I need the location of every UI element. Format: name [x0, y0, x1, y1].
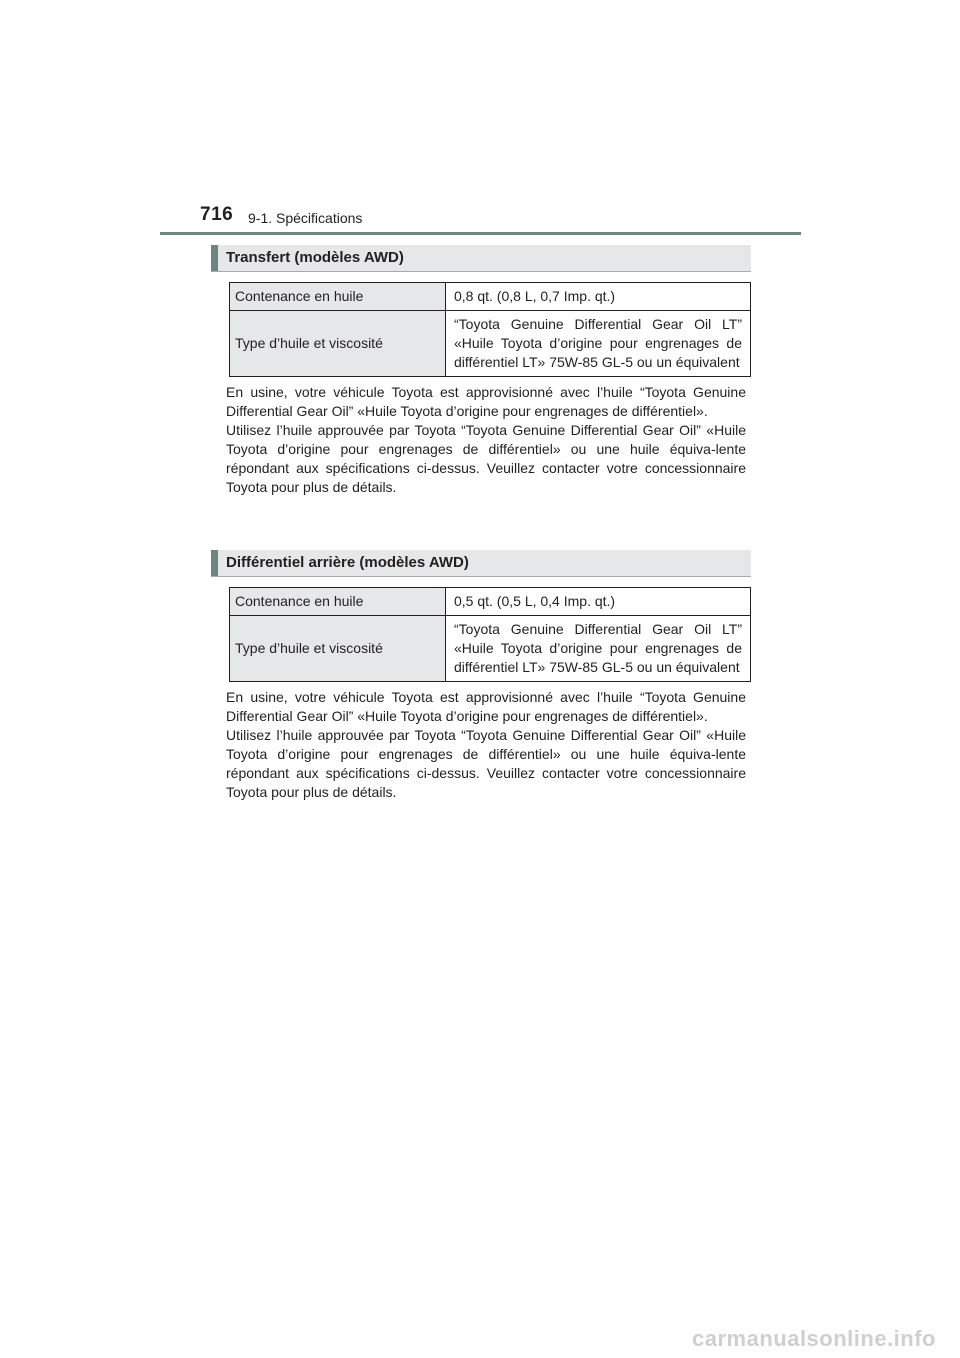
- section-title: Différentiel arrière (modèles AWD): [226, 554, 469, 571]
- page-number: 716: [200, 204, 234, 225]
- paragraph: En usine, votre véhicule Toyota est approvisionné avec l’huile “Toyota Genuine Differential Gear Oil” «Huile Toyota d’origine pour engrenages de différentiel».: [226, 384, 746, 419]
- section-path: 9-1. Spécifications: [248, 210, 363, 226]
- spec-table: [229, 587, 751, 682]
- spec-value: “Toyota Genuine Differential Gear Oil LT” «Huile Toyota d’origine pour engrenages de différentiel LT» 75W-85 GL-5 ou un équivalent: [446, 616, 751, 682]
- body-text: [226, 383, 746, 497]
- table-row: [230, 588, 751, 616]
- spec-label: Type d’huile et viscosité: [230, 616, 446, 682]
- body-text: [226, 688, 746, 802]
- spec-value: 0,8 qt. (0,8 L, 0,7 Imp. qt.): [446, 283, 751, 311]
- section-title: Transfert (modèles AWD): [226, 249, 404, 266]
- watermark: carmanualsonline.info: [692, 1326, 936, 1351]
- spec-label: Type d’huile et viscosité: [230, 311, 446, 377]
- spec-value: 0,5 qt. (0,5 L, 0,4 Imp. qt.): [446, 588, 751, 616]
- section-heading: [211, 245, 751, 272]
- section-heading: [211, 550, 751, 577]
- spec-label: Contenance en huile: [230, 283, 446, 311]
- section-transfert: [211, 245, 751, 497]
- heading-accent-bar: [211, 550, 218, 576]
- spec-table: [229, 282, 751, 377]
- paragraph: En usine, votre véhicule Toyota est approvisionné avec l’huile “Toyota Genuine Differential Gear Oil” «Huile Toyota d’origine pour engrenages de différentiel».: [226, 689, 746, 724]
- table-row: [230, 283, 751, 311]
- heading-accent-bar: [211, 245, 218, 271]
- table-row: [230, 311, 751, 377]
- paragraph: Utilisez l’huile approuvée par Toyota “Toyota Genuine Differential Gear Oil” «Huile Toyota d’origine pour engrenages de différentiel» ou une huile équiva-lente répondant aux spécifications ci-dessus. Veuillez contacter votre concessionnaire Toyota pour plus de détails.: [226, 727, 746, 800]
- paragraph: Utilisez l’huile approuvée par Toyota “Toyota Genuine Differential Gear Oil” «Huile Toyota d’origine pour engrenages de différentiel» ou une huile équiva-lente répondant aux spécifications ci-dessus. Veuillez contacter votre concessionnaire Toyota pour plus de détails.: [226, 422, 746, 495]
- table-row: [230, 616, 751, 682]
- spec-value: “Toyota Genuine Differential Gear Oil LT” «Huile Toyota d’origine pour engrenages de différentiel LT» 75W-85 GL-5 ou un équivalent: [446, 311, 751, 377]
- section-differentiel-arriere: [211, 550, 751, 802]
- header-rule: [160, 232, 801, 235]
- spec-label: Contenance en huile: [230, 588, 446, 616]
